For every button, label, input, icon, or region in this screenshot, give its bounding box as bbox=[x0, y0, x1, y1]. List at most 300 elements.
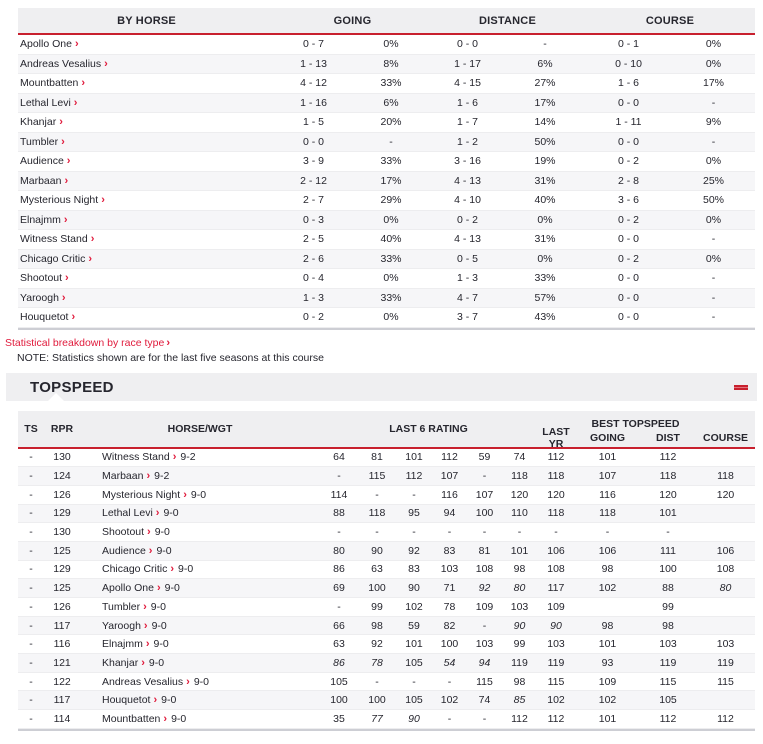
chevron-right-icon: › bbox=[63, 213, 68, 226]
course-value: 103 bbox=[716, 638, 735, 651]
last-yr-column-header: LAST YR bbox=[542, 426, 570, 450]
horse-name: Lethal Levi bbox=[102, 507, 153, 520]
going-record: 2 - 6 bbox=[302, 252, 324, 265]
horse-name: Lethal Levi bbox=[20, 96, 71, 109]
rpr-value: 130 bbox=[53, 526, 71, 539]
best-dist-value: 112 bbox=[659, 712, 677, 725]
horse-name: Mountbatten bbox=[102, 712, 161, 725]
horse-name: Khanjar bbox=[20, 116, 57, 129]
last-yr-value: 103 bbox=[547, 638, 565, 651]
going-percent: 6% bbox=[383, 96, 399, 109]
going-percent: - bbox=[389, 135, 393, 148]
horse-wgt-cell bbox=[80, 470, 320, 482]
horse-wgt-column-header: HORSE/WGT bbox=[167, 422, 233, 435]
best-going-value: 98 bbox=[601, 619, 614, 632]
chevron-right-icon: › bbox=[71, 311, 76, 324]
rating-6: 99 bbox=[513, 638, 526, 651]
rating-5: 94 bbox=[478, 656, 491, 669]
ts-value: - bbox=[29, 619, 33, 632]
rating-2: - bbox=[375, 526, 379, 539]
rating-1: 66 bbox=[333, 619, 345, 632]
horse-name: Andreas Vesalius bbox=[20, 57, 102, 70]
course-percent: - bbox=[711, 272, 716, 285]
topspeed-rows bbox=[18, 449, 755, 729]
course-column-header: COURSE bbox=[645, 14, 695, 27]
distance-percent: 19% bbox=[534, 155, 556, 168]
rpr-value: 117 bbox=[53, 694, 71, 707]
horse-link[interactable] bbox=[100, 451, 176, 463]
horse-wgt-cell bbox=[80, 676, 320, 688]
course-percent: - bbox=[711, 291, 716, 304]
ts-value: - bbox=[29, 600, 33, 613]
going-percent: 0% bbox=[383, 272, 399, 285]
horse-wgt-cell bbox=[80, 582, 320, 594]
rating-4: 94 bbox=[443, 507, 456, 520]
topspeed-table-row bbox=[18, 691, 755, 710]
weight-value: 9-0 bbox=[193, 675, 209, 688]
last-yr-value: 118 bbox=[547, 470, 565, 483]
distance-percent: 0% bbox=[537, 213, 553, 226]
best-going-value: - bbox=[605, 526, 610, 539]
horse-link[interactable] bbox=[18, 292, 275, 304]
distance-percent: 40% bbox=[534, 194, 556, 207]
course-value: 119 bbox=[717, 656, 734, 669]
rpr-value: 126 bbox=[53, 600, 71, 613]
horse-link[interactable] bbox=[18, 175, 275, 187]
course-value: 115 bbox=[717, 675, 734, 688]
ts-value: - bbox=[29, 675, 33, 688]
topspeed-table-row bbox=[18, 561, 755, 580]
going-percent: 20% bbox=[380, 116, 402, 129]
course-record: 0 - 0 bbox=[617, 135, 639, 148]
rating-1: - bbox=[337, 470, 341, 483]
going-percent: 0% bbox=[383, 213, 399, 226]
horse-name: Chicago Critic bbox=[20, 252, 86, 265]
chevron-right-icon: › bbox=[104, 57, 108, 70]
horse-name: Chicago Critic bbox=[102, 563, 168, 576]
horse-link[interactable] bbox=[100, 676, 190, 688]
rpr-value: 129 bbox=[53, 507, 71, 520]
horse-wgt-cell bbox=[80, 601, 320, 613]
rating-3: 112 bbox=[405, 470, 423, 483]
going-percent: 40% bbox=[380, 233, 402, 246]
topspeed-table bbox=[18, 411, 755, 731]
rpr-value: 130 bbox=[53, 451, 71, 464]
course-record: 0 - 0 bbox=[617, 291, 639, 304]
going-percent: 0% bbox=[383, 311, 399, 324]
race-type-breakdown-link[interactable] bbox=[5, 337, 763, 349]
rating-4: 82 bbox=[443, 619, 456, 632]
horse-link[interactable] bbox=[100, 563, 174, 575]
course-value: 106 bbox=[716, 544, 735, 557]
rating-6: 74 bbox=[513, 451, 526, 464]
chevron-right-icon: › bbox=[183, 488, 187, 501]
by-horse-table-row bbox=[18, 152, 755, 172]
weight-value: 9-0 bbox=[171, 712, 187, 725]
horse-link[interactable] bbox=[18, 233, 275, 245]
rating-4: 71 bbox=[443, 582, 456, 595]
by-horse-column-header: BY HORSE bbox=[117, 14, 176, 27]
ts-value: - bbox=[29, 694, 33, 707]
rating-6: 101 bbox=[510, 544, 529, 557]
course-record: 3 - 6 bbox=[617, 194, 639, 207]
horse-wgt-cell bbox=[80, 713, 320, 725]
by-horse-table-row bbox=[18, 172, 755, 192]
notch-pointer bbox=[48, 393, 64, 401]
chevron-right-icon: › bbox=[141, 656, 145, 669]
rpr-value: 129 bbox=[53, 563, 71, 576]
rating-3: 101 bbox=[405, 638, 423, 651]
weight-value: 9-0 bbox=[153, 638, 169, 651]
distance-percent: - bbox=[543, 38, 547, 51]
horse-name: Apollo One bbox=[102, 582, 154, 595]
going-record: 1 - 5 bbox=[302, 116, 324, 129]
rating-1: - bbox=[337, 600, 341, 613]
chevron-right-icon: › bbox=[61, 291, 66, 304]
distance-record: 4 - 13 bbox=[454, 174, 481, 187]
going-percent: 33% bbox=[380, 291, 402, 304]
distance-percent: 50% bbox=[534, 135, 556, 148]
horse-name: Yaroogh bbox=[102, 619, 141, 632]
last-yr-value: 119 bbox=[547, 656, 565, 669]
rating-3: 105 bbox=[405, 694, 423, 707]
topspeed-section-header[interactable] bbox=[6, 373, 757, 401]
rating-2: 115 bbox=[368, 470, 386, 483]
course-value: 118 bbox=[717, 470, 734, 483]
topspeed-table-row bbox=[18, 505, 755, 524]
rating-3: 83 bbox=[408, 563, 420, 576]
horse-name: Audience bbox=[102, 544, 146, 557]
horse-link[interactable] bbox=[18, 311, 275, 323]
rating-6: 85 bbox=[513, 694, 526, 707]
by-horse-table-row bbox=[18, 269, 755, 289]
by-horse-table-row bbox=[18, 289, 755, 309]
going-percent: 33% bbox=[380, 252, 402, 265]
course-percent: 0% bbox=[705, 155, 722, 168]
rpr-column-header: RPR bbox=[50, 422, 74, 435]
rating-2: - bbox=[375, 675, 379, 688]
best-going-value: 102 bbox=[598, 694, 617, 707]
topspeed-table-row bbox=[18, 617, 755, 636]
chevron-right-icon: › bbox=[155, 507, 160, 520]
rating-6: - bbox=[517, 526, 522, 539]
course-record: 0 - 10 bbox=[615, 57, 642, 70]
by-horse-table-row bbox=[18, 250, 755, 270]
best-going-column-header: GOING bbox=[589, 432, 625, 444]
course-record: 0 - 2 bbox=[617, 252, 639, 265]
horse-link[interactable] bbox=[18, 136, 275, 148]
course-value: 108 bbox=[716, 563, 735, 576]
horse-wgt-cell bbox=[80, 489, 320, 501]
going-percent: 0% bbox=[383, 38, 399, 51]
rating-6: 119 bbox=[511, 656, 528, 669]
course-percent: 9% bbox=[705, 116, 722, 129]
rating-1: 88 bbox=[333, 507, 345, 520]
rating-1: 86 bbox=[333, 656, 345, 669]
best-dist-value: 88 bbox=[662, 582, 674, 595]
horse-name: Andreas Vesalius bbox=[102, 675, 184, 688]
by-horse-rows bbox=[18, 35, 755, 328]
chevron-right-icon: › bbox=[143, 600, 147, 613]
best-going-value: 116 bbox=[599, 488, 616, 501]
rpr-value: 116 bbox=[53, 638, 71, 651]
weight-value: 9-0 bbox=[151, 619, 167, 632]
course-percent: 17% bbox=[702, 77, 724, 90]
horse-name: Witness Stand bbox=[102, 451, 170, 464]
rating-6: 120 bbox=[510, 488, 529, 501]
horse-name: Mountbatten bbox=[20, 77, 79, 90]
rating-6: 80 bbox=[513, 582, 526, 595]
rating-1: 63 bbox=[333, 638, 345, 651]
rating-2: 90 bbox=[371, 544, 383, 557]
horse-link[interactable] bbox=[100, 713, 167, 725]
rating-3: 101 bbox=[405, 451, 423, 464]
chevron-right-icon: › bbox=[74, 38, 79, 51]
weight-value: 9-0 bbox=[178, 563, 194, 576]
by-horse-table bbox=[18, 8, 755, 330]
horse-link[interactable] bbox=[18, 253, 275, 265]
rating-2: 77 bbox=[371, 712, 383, 725]
rating-1: 86 bbox=[333, 563, 345, 576]
horse-link[interactable] bbox=[100, 582, 161, 594]
chevron-right-icon: › bbox=[166, 336, 171, 349]
rating-6: 112 bbox=[511, 712, 528, 725]
horse-link[interactable] bbox=[18, 214, 275, 226]
chevron-right-icon: › bbox=[172, 451, 177, 464]
going-record: 3 - 9 bbox=[302, 155, 324, 168]
horse-link[interactable] bbox=[18, 155, 275, 167]
topspeed-header-row bbox=[18, 411, 755, 449]
horse-name: Marbaan bbox=[102, 470, 144, 483]
rating-4: 107 bbox=[440, 470, 459, 483]
best-going-value: 109 bbox=[598, 675, 617, 688]
horse-link[interactable] bbox=[100, 470, 150, 482]
horse-link[interactable] bbox=[18, 77, 275, 89]
horse-name: Houquetot bbox=[102, 694, 151, 707]
chevron-right-icon: › bbox=[90, 233, 95, 246]
rating-5: - bbox=[482, 712, 487, 725]
course-percent: 25% bbox=[702, 174, 724, 187]
best-dist-value: 115 bbox=[659, 675, 677, 688]
rating-2: - bbox=[375, 488, 379, 501]
weight-value: 9-0 bbox=[148, 656, 165, 669]
rating-5: 81 bbox=[478, 544, 491, 557]
rating-2: 100 bbox=[368, 694, 386, 707]
distance-record: 0 - 5 bbox=[456, 252, 478, 265]
ts-value: - bbox=[29, 470, 33, 483]
going-record: 2 - 5 bbox=[302, 233, 324, 246]
chevron-right-icon: › bbox=[163, 712, 168, 725]
rating-1: 105 bbox=[330, 675, 348, 688]
rating-4: 103 bbox=[440, 563, 459, 576]
horse-link[interactable] bbox=[18, 194, 275, 206]
best-topspeed-column-header: BEST TOPSPEED bbox=[591, 417, 680, 430]
rating-6: 118 bbox=[511, 470, 528, 483]
going-record: 0 - 0 bbox=[302, 135, 324, 148]
rating-1: - bbox=[337, 526, 341, 539]
rating-4: 112 bbox=[441, 451, 458, 464]
rating-4: 100 bbox=[440, 638, 459, 651]
horse-link[interactable] bbox=[18, 116, 275, 128]
going-record: 1 - 13 bbox=[300, 57, 327, 70]
last-yr-value: 115 bbox=[547, 675, 565, 688]
rating-3: 92 bbox=[408, 544, 420, 557]
best-going-value: 102 bbox=[598, 582, 617, 595]
by-horse-table-row bbox=[18, 308, 755, 328]
horse-link[interactable] bbox=[100, 601, 147, 613]
horse-link[interactable] bbox=[100, 694, 157, 706]
rating-5: 107 bbox=[475, 488, 494, 501]
ts-column-header: TS bbox=[24, 422, 38, 435]
ts-value: - bbox=[29, 563, 33, 576]
course-percent: - bbox=[711, 96, 716, 109]
best-dist-value: 111 bbox=[660, 544, 676, 557]
rpr-value: 117 bbox=[53, 619, 71, 632]
distance-percent: 43% bbox=[534, 311, 556, 324]
topspeed-table-row bbox=[18, 579, 755, 598]
distance-record: 4 - 7 bbox=[456, 291, 478, 304]
going-record: 2 - 12 bbox=[300, 174, 327, 187]
rating-5: - bbox=[482, 526, 487, 539]
rating-2: 118 bbox=[368, 507, 386, 520]
course-record: 1 - 11 bbox=[615, 116, 642, 129]
horse-wgt-cell bbox=[80, 451, 320, 463]
rpr-value: 114 bbox=[53, 712, 71, 725]
distance-record: 4 - 10 bbox=[454, 194, 481, 207]
going-percent: 8% bbox=[383, 57, 399, 70]
last-yr-value: 102 bbox=[547, 694, 565, 707]
topspeed-table-row bbox=[18, 449, 755, 468]
last-yr-value: 109 bbox=[547, 600, 565, 613]
horse-wgt-cell bbox=[80, 545, 320, 557]
last-yr-value: - bbox=[554, 526, 558, 539]
course-record: 0 - 0 bbox=[617, 233, 639, 246]
horse-link[interactable] bbox=[18, 38, 275, 50]
rating-2: 98 bbox=[371, 619, 383, 632]
horse-wgt-cell bbox=[80, 507, 320, 519]
topspeed-title: TOPSPEED bbox=[30, 378, 114, 396]
distance-percent: 31% bbox=[534, 174, 556, 187]
course-record: 0 - 2 bbox=[617, 213, 639, 226]
best-dist-value: 120 bbox=[659, 488, 677, 501]
rating-4: 54 bbox=[443, 656, 456, 669]
rating-3: 59 bbox=[408, 619, 420, 632]
chevron-right-icon: › bbox=[170, 563, 175, 576]
best-dist-value: 99 bbox=[662, 600, 674, 613]
weight-value: 9-0 bbox=[154, 526, 170, 539]
last-yr-value: 112 bbox=[547, 451, 565, 464]
topspeed-table-row bbox=[18, 673, 755, 692]
rpr-value: 122 bbox=[53, 675, 71, 688]
going-record: 4 - 12 bbox=[300, 77, 327, 90]
weight-value: 9-2 bbox=[154, 470, 170, 483]
rating-3: - bbox=[412, 488, 416, 501]
horse-name: Tumbler bbox=[102, 600, 141, 613]
horse-wgt-cell bbox=[80, 694, 320, 706]
rating-5: 100 bbox=[475, 507, 494, 520]
best-going-value: 93 bbox=[601, 656, 614, 669]
horse-link[interactable] bbox=[100, 489, 187, 501]
rating-6: 90 bbox=[513, 619, 526, 632]
horse-link[interactable] bbox=[18, 272, 275, 284]
ts-value: - bbox=[29, 656, 33, 669]
collapse-minus-icon[interactable] bbox=[734, 385, 748, 390]
horse-wgt-cell bbox=[80, 620, 320, 632]
rating-6: 98 bbox=[513, 675, 526, 688]
by-horse-table-row bbox=[18, 230, 755, 250]
horse-name: Shootout bbox=[102, 526, 145, 539]
topspeed-table-row bbox=[18, 710, 755, 729]
horse-link[interactable] bbox=[100, 545, 152, 557]
horse-link[interactable] bbox=[100, 526, 151, 538]
ts-value: - bbox=[29, 507, 33, 520]
by-horse-table-row bbox=[18, 191, 755, 211]
rating-5: - bbox=[482, 619, 487, 632]
horse-name: Yaroogh bbox=[20, 291, 59, 304]
going-record: 0 - 3 bbox=[302, 213, 324, 226]
horse-link[interactable] bbox=[100, 507, 159, 519]
rating-1: 80 bbox=[333, 544, 345, 557]
rpr-value: 126 bbox=[53, 488, 71, 501]
course-percent: 0% bbox=[705, 252, 722, 265]
distance-record: 4 - 15 bbox=[454, 77, 481, 90]
best-going-value: 106 bbox=[598, 544, 617, 557]
last-yr-value: 106 bbox=[547, 544, 565, 557]
chevron-right-icon: › bbox=[153, 694, 158, 707]
distance-record: 4 - 13 bbox=[454, 233, 481, 246]
weight-value: 9-2 bbox=[180, 451, 196, 464]
distance-record: 1 - 6 bbox=[456, 96, 478, 109]
horse-link[interactable] bbox=[100, 638, 150, 650]
horse-link[interactable] bbox=[18, 58, 275, 70]
ts-value: - bbox=[29, 712, 33, 725]
horse-name: Elnajmm bbox=[102, 638, 143, 651]
by-horse-table-row bbox=[18, 74, 755, 94]
rating-4: 116 bbox=[441, 488, 458, 501]
best-dist-value: 105 bbox=[659, 694, 677, 707]
topspeed-table-row bbox=[18, 467, 755, 486]
rating-4: 78 bbox=[443, 600, 456, 613]
distance-record: 1 - 7 bbox=[456, 116, 478, 129]
rating-5: 109 bbox=[475, 600, 494, 613]
course-record: 0 - 0 bbox=[617, 96, 639, 109]
rating-3: 95 bbox=[408, 507, 420, 520]
rating-6: 98 bbox=[513, 563, 526, 576]
horse-name: Apollo One bbox=[20, 38, 72, 51]
rating-2: 81 bbox=[371, 451, 383, 464]
horse-link[interactable] bbox=[100, 620, 148, 632]
weight-value: 9-0 bbox=[164, 582, 180, 595]
last-yr-value: 112 bbox=[547, 712, 565, 725]
distance-percent: 33% bbox=[534, 272, 556, 285]
distance-record: 3 - 16 bbox=[454, 155, 481, 168]
chevron-right-icon: › bbox=[147, 526, 151, 539]
best-going-value: 101 bbox=[598, 638, 617, 651]
rating-2: 63 bbox=[371, 563, 383, 576]
rating-5: 59 bbox=[478, 451, 491, 464]
horse-link[interactable] bbox=[100, 657, 145, 669]
rating-1: 114 bbox=[330, 488, 348, 501]
rating-5: 108 bbox=[475, 563, 494, 576]
rating-5: 103 bbox=[475, 638, 494, 651]
horse-link[interactable] bbox=[18, 97, 275, 109]
rating-4: - bbox=[447, 526, 452, 539]
rating-6: 103 bbox=[510, 600, 529, 613]
topspeed-table-row bbox=[18, 654, 755, 673]
by-horse-header-row bbox=[18, 8, 755, 35]
course-column-header: COURSE bbox=[703, 432, 748, 444]
chevron-right-icon: › bbox=[61, 135, 65, 148]
